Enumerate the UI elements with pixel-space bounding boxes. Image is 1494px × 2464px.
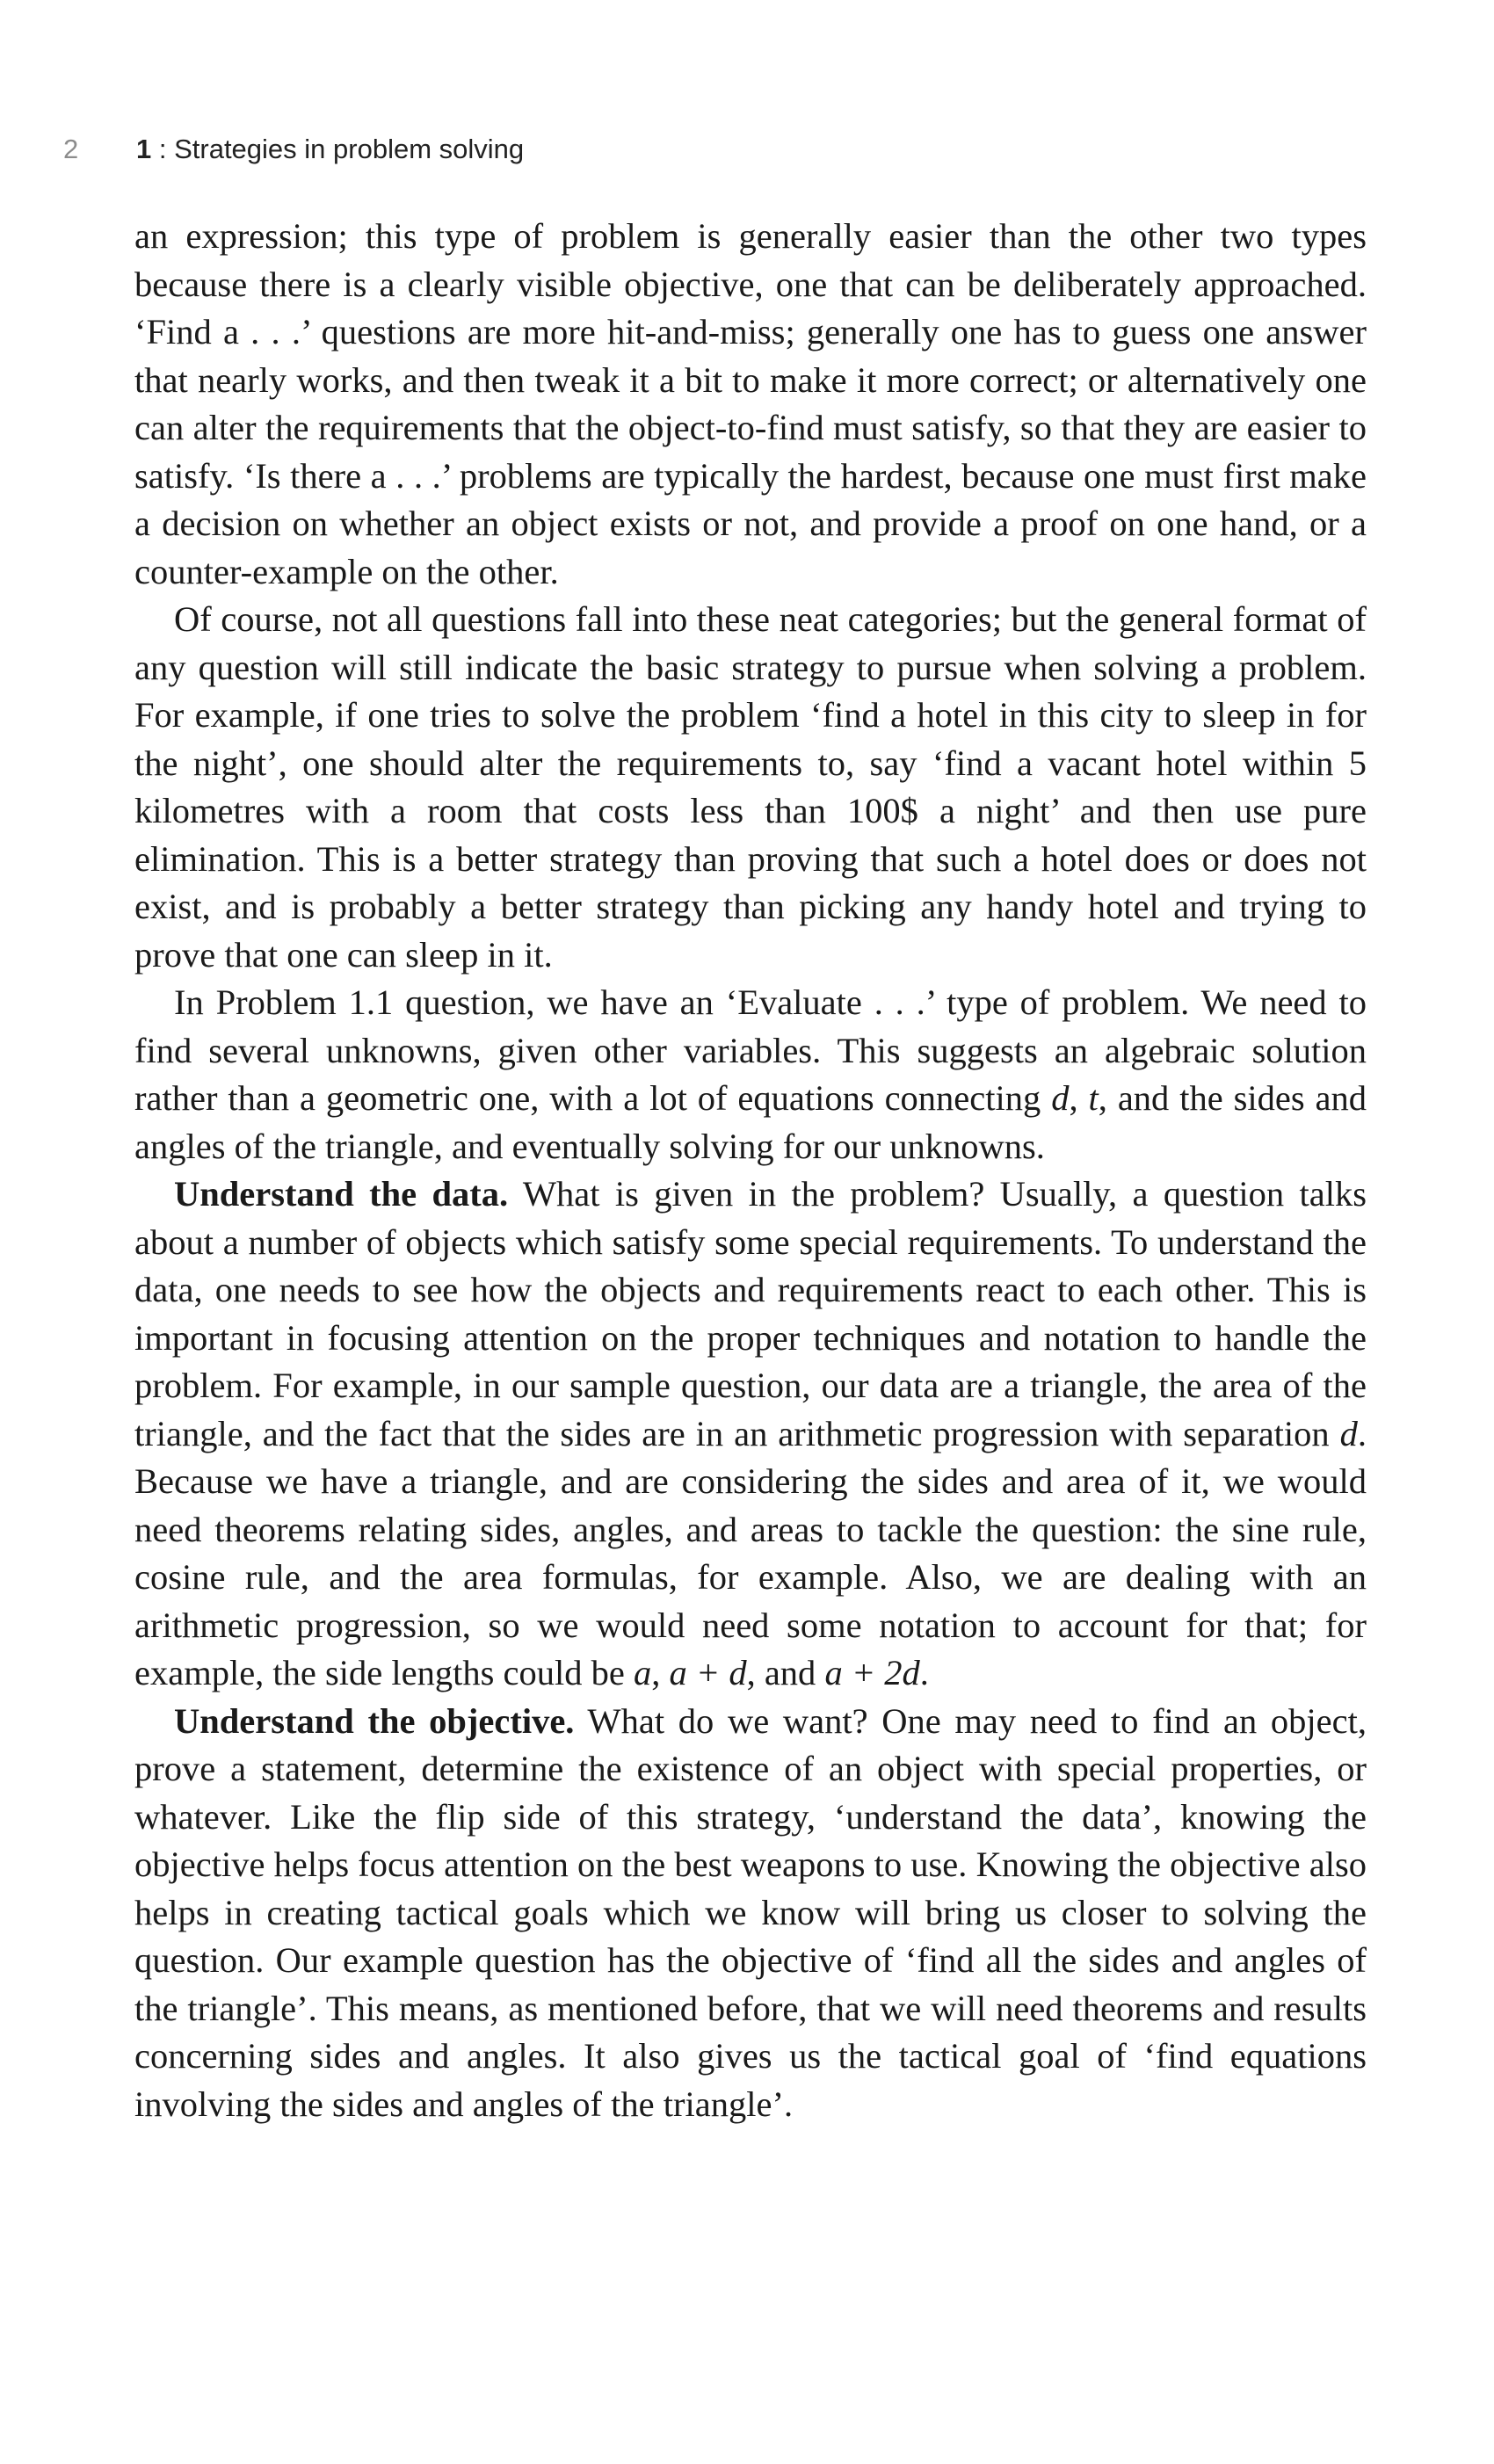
paragraph-3-text-2: , <box>1069 1078 1089 1118</box>
math-variable-d: d <box>1051 1078 1070 1118</box>
paragraph-4-text-5: . <box>919 1653 929 1692</box>
body-text <box>134 213 1367 2128</box>
running-head <box>0 132 1494 167</box>
math-variable-t: t <box>1088 1078 1099 1118</box>
paragraph-3-text-1: In Problem 1.1 question, we have an ‘Evaluate . . .’ type of problem. We need to find several unknowns, given other variables. This suggests an algebraic solution rather than a geometric one, with a lot of equations connecting <box>134 982 1367 1118</box>
paragraph-3 <box>134 979 1367 1170</box>
paragraph-4-text-4: , and <box>746 1653 825 1692</box>
chapter-separator: : <box>151 134 175 164</box>
paragraph-5 <box>134 1698 1367 2129</box>
math-side-a: a <box>633 1653 652 1692</box>
math-side-a-plus-2d: a + 2d <box>824 1653 920 1692</box>
paragraph-4-text-1: What is given in the problem? Usually, a question talks about a number of objects which satisfy some special requirements. To understand the data, one needs to see how the objects and requirements react to each other. This is important in focusing attention on the proper techniques and notation to handle the problem. For example, in our sample question, our data are a triangle, the area of the triangle, and the fact that the sides are in an arithmetic progression with separation <box>134 1174 1367 1453</box>
paragraph-5-text-1: What do we want? One may need to find an object, prove a statement, determine the existence of an object with special properties, or whatever. Like the flip side of this strategy, ‘understand the data’, knowing the objective helps focus attention on the best weapons to use. Knowing the objective also helps in creating tactical goals which we know will bring us closer to solving the question. Our example question has the objective of ‘find all the sides and angles of the triangle’. This means, as mentioned before, that we will need theorems and results concerning sides and angles. It also gives us the tactical goal of ‘find equations involving the sides and angles of the triangle’. <box>134 1700 1367 2124</box>
paragraph-4-text-3: , <box>651 1653 670 1692</box>
paragraph-1 <box>134 213 1367 596</box>
heading-understand-the-objective: Understand the objective. <box>174 1700 575 1741</box>
chapter-title: Strategies in problem solving <box>174 134 525 164</box>
paragraph-3-text-3: , and the sides and angles of the triangle, and eventually solving for our unknowns. <box>134 1078 1367 1166</box>
chapter-header <box>136 132 524 167</box>
paragraph-4 <box>134 1170 1367 1698</box>
math-variable-d: d <box>1339 1413 1358 1453</box>
math-side-a-plus-d: a + d <box>669 1653 747 1692</box>
paragraph-4-text-2: . Because we have a triangle, and are considering the sides and area of it, we would need theorems relating sides, angles, and areas to tackle the question: the sine rule, cosine rule, and the area formulas, for example. Also, we are dealing with an arithmetic progression, so we would need some notation to account for that; for example, the side lengths could be <box>134 1413 1367 1692</box>
page-number: 2 <box>63 134 79 164</box>
heading-understand-the-data: Understand the data. <box>174 1174 509 1214</box>
chapter-number: 1 <box>136 134 152 164</box>
paragraph-2 <box>134 596 1367 979</box>
paragraph-1-text: an expression; this type of problem is generally easier than the other two types because there is a clearly visible objective, one that can be deliberately approached. ‘Find a . . .’ questions are more hit-and-miss; generally one has to guess one answer that nearly works, and then tweak it a bit to make it more correct; or alternatively one can alter the requirements that the object-to-find must satisfy, so that they are easier to satisfy. ‘Is there a . . .’ problems are typically the hardest, because one must first make a decision on whether an object exists or not, and provide a proof on one hand, or a counter-example on the other. <box>134 216 1367 591</box>
paragraph-2-text: Of course, not all questions fall into these neat categories; but the general format of any question will still indicate the basic strategy to pursue when solving a problem. For example, if one tries to solve the problem ‘find a hotel in this city to sleep in for the night’, one should alter the requirements to, say ‘find a vacant hotel within 5 kilometres with a room that costs less than 100$ a night’ and then use pure elimination. This is a better strategy than proving that such a hotel does or does not exist, and is probably a better strategy than picking any handy hotel and trying to prove that one can sleep in it. <box>134 599 1367 975</box>
